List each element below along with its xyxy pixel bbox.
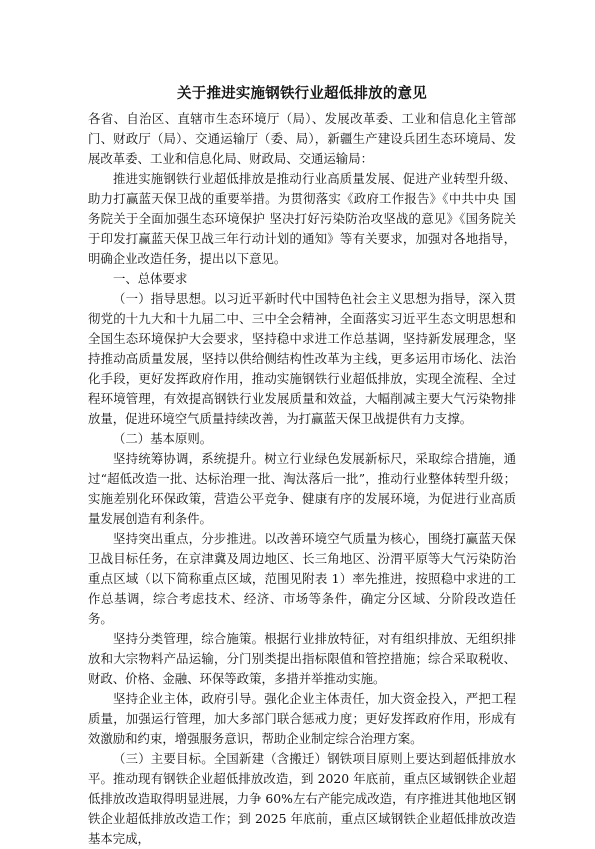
addressee-paragraph: 各省、自治区、直辖市生态环境厅（局）、发展改革委、工业和信息化主管部门、财政厅（局）、交通运输厅（委、局），新疆生产建设兵团生态环境局、发展改革委、工业和信息化局、财政局、交通运输局： — [88, 111, 516, 166]
principle-classification-paragraph: 坚持分类管理，综合施策。根据行业排放特征，对有组织排放、无组织排放和大宗物料产品运输，分门别类提出指标限值和管控措施；综合采取税收、财政、价格、金融、环保等政策，多措并举推动实施。 — [88, 631, 516, 686]
principle-key-areas-paragraph: 坚持突出重点，分步推进。以改善环境空气质量为核心，围绕打赢蓝天保卫战目标任务，在京津冀及周边地区、长三角地区、汾渭平原等大气污染防治重点区域（以下简称重点区域，范围见附表 1）率先推进，按照稳中求进的工作总基调，综合考虑技术、经济、市场等条件，确定分区域、分阶段改造任务。 — [88, 531, 516, 626]
subheading-basic-principles: （二）基本原则。 — [113, 431, 213, 446]
principle-enterprise-paragraph: 坚持企业主体，政府引导。强化企业主体责任，加大资金投入，严把工程质量，加强运行管理，加大多部门联合惩戒力度；更好发挥政府作用，形成有效激励和约束，增强服务意识，帮助企业制定综合治理方案。 — [88, 691, 516, 746]
main-targets-paragraph: （三）主要目标。全国新建（含搬迁）钢铁项目原则上要达到超低排放水平。推动现有钢铁企业超低排放改造，到 2020 年底前，重点区域钢铁企业超低排放改造取得明显进展，力争 60%左右产能完成改造，有序推进其他地区钢铁企业超低排放改造工作；到 2025 年底前，重点区域钢铁企业超低排放改造基本完成， — [88, 751, 516, 846]
intro-paragraph: 推进实施钢铁行业超低排放是推动行业高质量发展、促进产业转型升级、助力打赢蓝天保卫战的重要举措。为贯彻落实《政府工作报告》《中共中央 国务院关于全面加强生态环境保护 坚决打好污染防治攻坚战的意见》《国务院关于印发打赢蓝天保卫战三年行动计划的通知》等有关要求，加强对各地指导，明确企业改造任务，提出以下意见。 — [88, 171, 516, 266]
guiding-ideology-paragraph: （一）指导思想。以习近平新时代中国特色社会主义思想为指导，深入贯彻党的十九大和十九届二中、三中全会精神，全面落实习近平生态文明思想和全国生态环境保护大会要求，坚持稳中求进工作总基调，坚持新发展理念，坚持推动高质量发展，坚持以供给侧结构性改革为主线，更多运用市场化、法治化手段，更好发挥政府作用，推动实施钢铁行业超低排放，实现全流程、全过程环境管理，有效提高钢铁行业发展质量和效益，大幅削减主要大气污染物排放量，促进环境空气质量持续改善，为打赢蓝天保卫战提供有力支撑。 — [88, 291, 516, 426]
document-title: 关于推进实施钢铁行业超低排放的意见 — [177, 86, 427, 102]
section-heading-general-requirements: 一、总体要求 — [113, 271, 188, 286]
document-page — [88, 82, 516, 849]
principle-coordination-paragraph: 坚持统筹协调，系统提升。树立行业绿色发展新标尺，采取综合措施，通过“超低改造一批、达标治理一批、淘汰落后一批”，推动行业整体转型升级；实施差别化环保政策，营造公平竞争、健康有序的发展环境，为促进行业高质量发展创造有利条件。 — [88, 451, 516, 526]
